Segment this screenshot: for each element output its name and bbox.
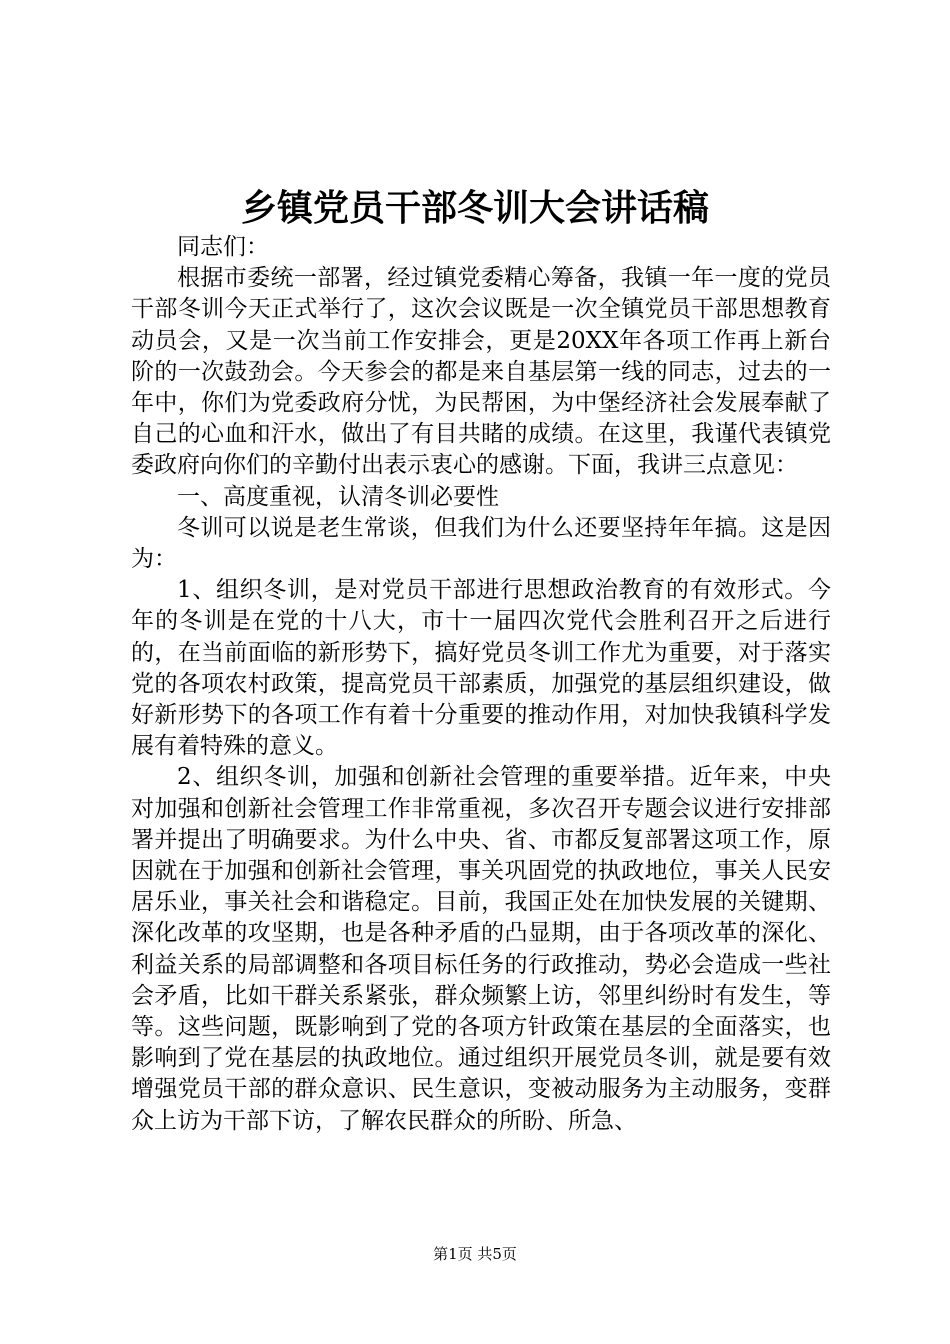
document-title: 乡镇党员干部冬训大会讲话稿 [240, 187, 709, 229]
paragraph-section-1-intro: 冬训可以说是老生常谈，但我们为什么还要坚持年年搞。这是因为： [131, 514, 831, 573]
page-footer: 第1页 共5页 [433, 1245, 517, 1263]
document-body [131, 232, 831, 1137]
paragraph-salutation: 同志们： [177, 234, 269, 260]
paragraph-intro: 根据市委统一部署，经过镇党委精心筹备，我镇一年一度的党员干部冬训今天正式举行了，这次会议既是一次全镇党员干部思想教育动员会，又是一次当前工作安排会，更是20XX年各项工作再上新台阶的一次鼓劲会。今天参会的都是来自基层第一线的同志，过去的一年中，你们为党委政府分忧，为民帮困，为中堡经济社会发展奉献了自己的心血和汗水，做出了有目共睹的成绩。在这里，我谨代表镇党委政府向你们的辛勤付出表示衷心的感谢。下面，我讲三点意见： [131, 265, 831, 479]
section-heading-1: 一、高度重视，认清冬训必要性 [177, 483, 499, 510]
paragraph-point-1: 1、组织冬训，是对党员干部进行思想政治教育的有效形式。今年的冬训是在党的十八大，市十一届四次党代会胜利召开之后进行的，在当前面临的新形势下，搞好党员冬训工作尤为重要，对于落实党的各项农村政策，提高党员干部素质，加强党的基层组织建设，做好新形势下的各项工作有着十分重要的推动作用，对加快我镇科学发展有着特殊的意义。 [131, 577, 831, 760]
paragraph-point-2: 2、组织冬训，加强和创新社会管理的重要举措。近年来，中央对加强和创新社会管理工作非常重视，多次召开专题会议进行安排部署并提出了明确要求。为什么中央、省、市都反复部署这项工作，原因就在于加强和创新社会管理，事关巩固党的执政地位，事关人民安居乐业，事关社会和谐稳定。目前，我国正处在加快发展的关键期、深化改革的攻坚期，也是各种矛盾的凸显期，由于各项改革的深化、利益关系的局部调整和各项目标任务的行政推动，势必会造成一些社会矛盾，比如干群关系紧张，群众频繁上访，邻里纠纷时有发生，等等。这些问题，既影响到了党的各项方针政策在基层的全面落实，也影响到了党在基层的执政地位。通过组织开展党员冬训，就是要有效增强党员干部的群众意识、民生意识，变被动服务为主动服务，变群众上访为干部下访，了解农民群众的所盼、所急、 [131, 764, 831, 1134]
